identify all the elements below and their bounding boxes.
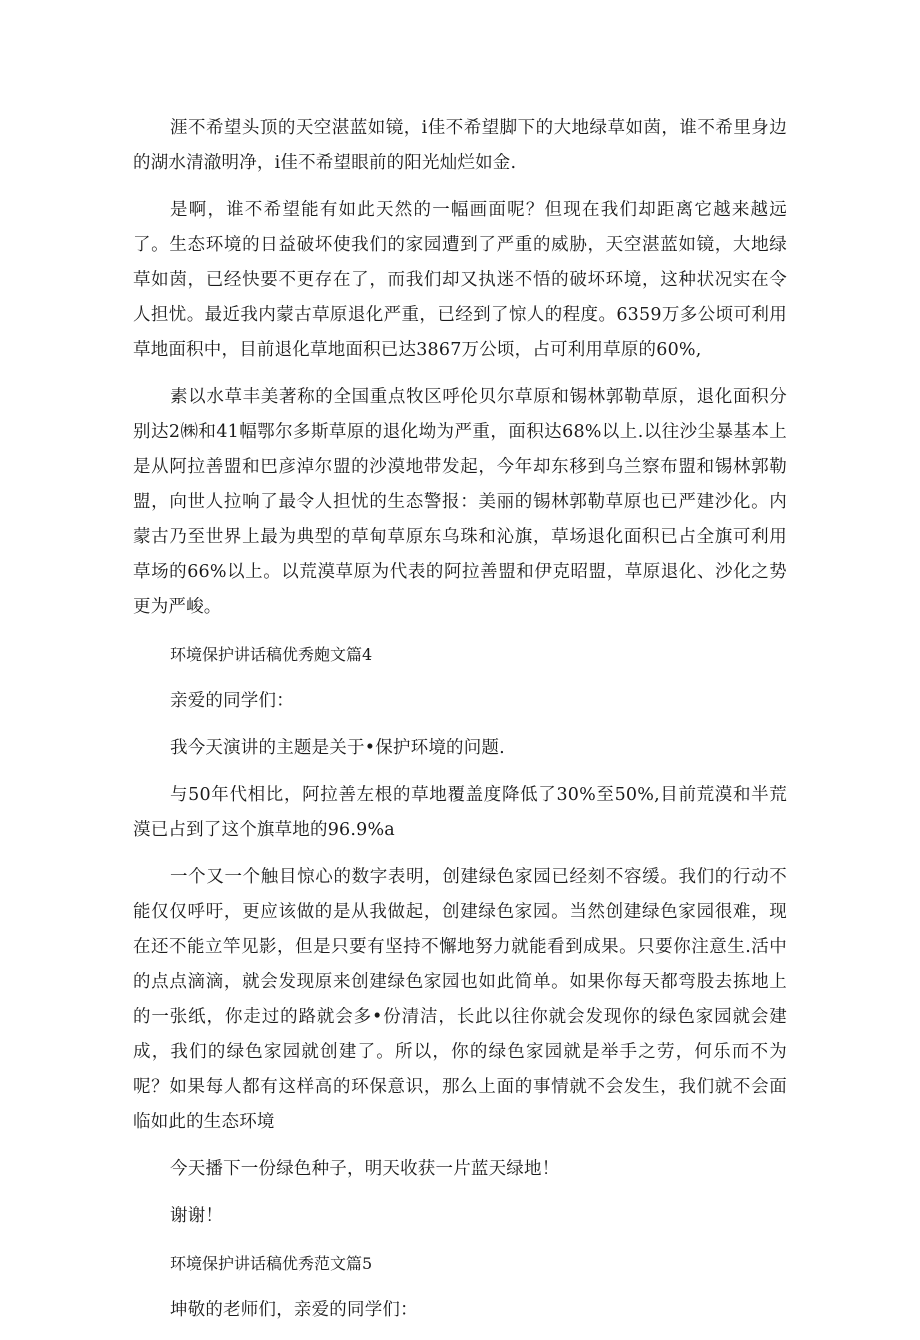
salutation-2: 坤敬的老师们，亲爱的同学们： xyxy=(170,1300,418,1320)
paragraph-3: 素以水草丰美著称的全国重点牧区呼伦贝尔草原和锡林郭勒草原，退化面积分别达2㈱和41幅鄂尔多斯草原的退化坳为严重，面积达68%以上.以往沙尘暴基本上是从阿拉善盟和巴彦淖尔盟的沙漠地带发起，今年却东移到乌兰察布盟和锡林郭勒盟，向世人拉响了最令人担忧的生态警报：美丽的锡林郭勒草原也已严建沙化。内蒙古乃至世界上最为典型的草甸草原东乌珠和沁旗，草场退化面积已占全旗可利用草场的66%以上。以荒漠草原为代表的阿拉善盟和伊克昭盟，草原退化、沙化之势更为严峻。 xyxy=(133,387,787,617)
paragraph-2: 是啊，谁不希望能有如此天然的一幅画面呢？但现在我们却距离它越来越远了。生态环境的日益破坏使我们的家园遭到了严重的威胁，天空湛蓝如镜，大地绿草如茵，已经快要不更存在了，而我们却又执迷不悟的破坏环境，这种状况实在令人担忧。最近我内蒙古草原退化严重，已经到了惊人的程度。6359万多公顷可利用草地面积中，目前退化草地面积已达3867万公顷，占可利用草原的60%, xyxy=(133,200,787,360)
salutation-1: 亲爱的同学们： xyxy=(170,691,294,711)
paragraph-green-home: 一个又一个触目惊心的数字表明，创建绿色家园已经刻不容缓。我们的行动不能仅仅呼吁，更应该做的是从我做起，创建绿色家园。当然创建绿色家园很难，现在还不能立竿见影，但是只要有坚持不懈地努力就能看到成果。只要你注意生.活中的点点滴滴，就会发现原来创建绿色家园也如此简单。如果你每天都弯股去拣地上的一张纸，你走过的路就会多•份清洁，长此以往你就会发现你的绿色家园就会建成，我们的绿色家园就创建了。所以，你的绿色家园就是举手之劳，何乐而不为呢？如果每人都有这样高的环保意识，那么上面的事情就不会发生，我们就不会面临如此的生态环境 xyxy=(133,867,787,1132)
document-body xyxy=(133,111,787,1340)
paragraph-1: 涯不希望头顶的天空湛蓝如镜，i佳不希望脚下的大地绿草如茵，谁不希里身边的湖水清澈明净，i佳不希望眼前的阳光灿烂如金. xyxy=(133,118,787,173)
paragraph-closing: 今天播下一份绿色种子，明天收获一片蓝天绿地！ xyxy=(170,1159,560,1179)
paragraph-topic: 我今天演讲的主题是关于•保护环境的问题. xyxy=(170,738,505,758)
section-heading-4: 环境保护讲话稿优秀皰文篇4 xyxy=(170,645,373,664)
paragraph-statistics: 与50年代相比，阿拉善左根的草地覆盖度降低了30%至50%,目前荒漠和半荒漠已占到了这个旗草地的96.9%a xyxy=(133,785,787,840)
thanks-line: 谢谢！ xyxy=(170,1206,224,1226)
section-heading-5: 环境保护讲话稿优秀范文篇5 xyxy=(170,1254,373,1273)
